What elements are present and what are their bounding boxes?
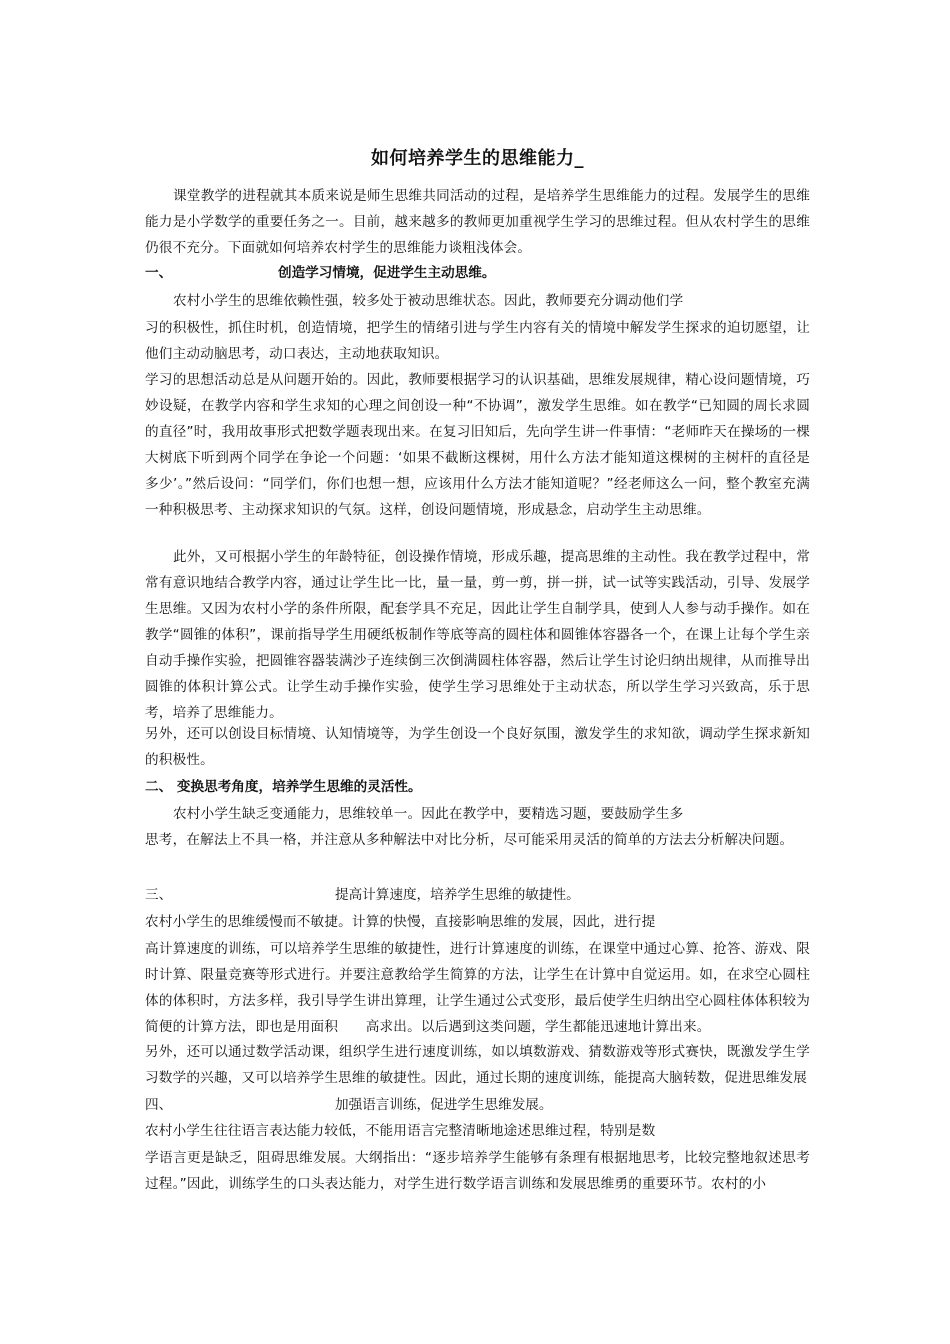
intro-paragraph: 课堂教学的进程就其本质来说是师生思维共同活动的过程，是培养学生思维能力的过程。发展学生的思维能力是小学数学的重要任务之一。目前，越来越多的教师更加重视学生学习的思维过程。但从农村学生的思维仍很不充分。下面就如何培养农村学生的思维能力谈粗浅体会。 [145, 188, 810, 256]
section-title: 创造学习情境，促进学生主动思维。 [278, 265, 496, 281]
paragraph: 农村小学生的思维依赖性强，较多处于被动思维状态。因此，教师要充分调动他们学 [173, 293, 684, 309]
section-3-heading [145, 882, 810, 908]
paragraph: 学习的思想活动总是从问题开始的。因此，教师要根据学习的认识基础，思维发展规律，精心设问题情境，巧妙设疑，在教学内容和学生求知的心理之间创设一种“不协调”，激发学生思维。如在教学“已知圆的周长求圆的直径”时，我用故事形式把数学题表现出来。在复习旧知后，先向学生讲一件事情：“老师昨天在操场的一棵大树底下听到两个同学在争论一个问题：‘如果不截断这棵树，用什么方法才能知道这棵树的主树杆的直径是多少’。”然后设问：“同学们，你们也想一想，应该用什么方法才能知道呢？”经老师这么一问，整个教室充满一种积极思考、主动探求知识的气氛。这样，创设问题情境，形成悬念，启动学生主动思维。 [145, 372, 810, 518]
paragraph: 农村小学生的思维缓慢而不敏捷。计算的快慢，直接影响思维的发展，因此，进行提 [145, 914, 656, 930]
section-number: 一、 [145, 265, 173, 281]
section-number: 二、 [145, 779, 173, 795]
document-title: 如何培养学生的思维能力_ [371, 148, 584, 169]
paragraph: 此外，又可根据小学生的年龄特征，创设操作情境，形成乐趣，提高思维的主动性。我在教学过程中，常常有意识地结合教学内容，通过让学生比一比，量一量，剪一剪，拼一拼，试一试等实践活动，引导、发展学生思维。又因为农村小学的条件所限，配套学具不充足，因此让学生自制学具，使到人人参与动手操作。如在教学“圆锥的体积”，课前指导学生用硬纸板制作等底等高的圆柱体和圆锥体容器各一个，在课上让每个学生亲自动手操作实验，把圆锥容器装满沙子连续倒三次倒满圆柱体容器，然后让学生讨论归纳出规律，从而推导出圆锥的体积计算公式。让学生动手操作实验，使学生学习思维处于主动状态，所以学生学习兴致高，乐于思考，培养了思维能力。 [145, 549, 810, 721]
section-1-heading [145, 260, 810, 286]
paragraph: 学语言更是缺乏，阻碍思维发展。大纲指出：“逐步培养学生能够有条理有根据地思考，比较完整地叙述思考过程。”因此，训练学生的口头表达能力，对学生进行数学语言训练和发展思维勇的重要环节。农村的小 [145, 1150, 810, 1192]
paragraph: 农村小学生缺乏变通能力，思维较单一。因此在教学中，要精选习题，要鼓励学生多 [173, 806, 684, 822]
paragraph: 农村小学生往往语言表达能力较低，不能用语言完整清晰地途述思维过程，特别是数 [145, 1123, 656, 1139]
paragraph: 高计算速度的训练，可以培养学生思维的敏捷性，进行计算速度的训练，在课堂中通过心算、抢答、游戏、限时计算、限量竞赛等形式进行。并要注意教给学生简算的方法，让学生在计算中自觉运用。如，在求空心圆柱体的体积时，方法多样，我引导学生讲出算理，让学生通过公式变形，最后使学生归纳出空心圆柱体体积较为简便的计算方法，即也是用面积 高求出。以后遇到这类问题，学生都能迅速地计算出来。 [145, 941, 810, 1035]
paragraph: 思考，在解法上不具一格，并注意从多种解法中对比分析，尽可能采用灵活的简单的方法去分析解决问题。 [145, 832, 794, 848]
section-2-heading [145, 774, 810, 800]
paragraph: 另外，还可以通过数学活动课，组织学生进行速度训练，如以填数游戏、猜数游戏等形式赛快，既激发学生学习数学的兴趣，又可以培养学生思维的敏捷性。因此，通过长期的速度训练，能提高大脑转数，促进思维发展 [145, 1044, 810, 1086]
section-4-heading [145, 1092, 810, 1118]
section-title: 提高计算速度，培养学生思维的敏捷性。 [335, 887, 580, 903]
section-number: 三、 [145, 887, 173, 903]
section-number: 四、 [145, 1097, 173, 1113]
paragraph: 另外，还可以创设目标情境、认知情境等，为学生创设一个良好氛围，激发学生的求知欲，调动学生探求新知的积极性。 [145, 726, 810, 768]
section-title: 加强语言训练，促进学生思维发展。 [335, 1097, 553, 1113]
section-title: 变换思考角度，培养学生思维的灵活性。 [176, 779, 422, 795]
paragraph: 习的积极性，抓住时机，创造情境，把学生的情绪引进与学生内容有关的情境中解发学生探求的迫切愿望，让他们主动动脑思考，动口表达，主动地获取知识。 [145, 320, 810, 362]
